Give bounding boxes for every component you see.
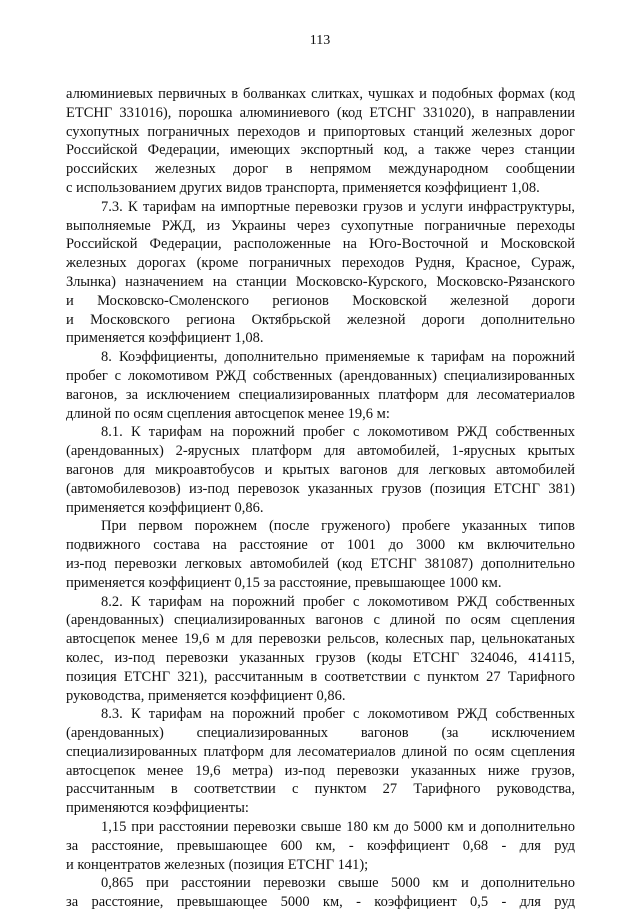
text-line: применяется коэффициент 0,86. <box>66 499 264 516</box>
text-line: пробег с локомотивом РЖД собственных (арендованных) специализированных <box>66 367 575 384</box>
text-line: 1,15 при расстоянии перевозки свыше 180 км до 5000 км и дополнительно <box>101 819 575 836</box>
text-line: за расстояние, превышающее 600 км, - коэффициент 0,68 - для руд <box>66 837 575 854</box>
text-line: 7.3. К тарифам на импортные перевозки грузов и услуги инфраструктуры, <box>101 198 575 215</box>
text-line: алюминиевых первичных в болванках слитках, чушках и подобных формах (код <box>66 86 575 102</box>
text-line: 8.2. К тарифам на порожний пробег с локомотивом РЖД собственных <box>101 593 575 610</box>
text-line: железных дорогах (кроме пограничных переходов Рудня, Красное, Сураж, <box>66 255 575 272</box>
text-line: вагонов, за исключением специализированных платформ для лесоматериалов <box>66 386 575 403</box>
text-line: руководства, применяется коэффициент 0,86. <box>66 687 346 704</box>
text-line: из-под перевозки легковых автомобилей (код ЕТСНГ 381087) дополнительно <box>66 555 575 572</box>
text-line: (автомобилевозов) из-под перевозок указанных грузов (позиция ЕТСНГ 381) <box>66 480 575 497</box>
text-line: 8.3. К тарифам на порожний пробег с локомотивом РЖД собственных <box>101 706 575 723</box>
text-line: сухопутных пограничных переходов и припортовых станций железных дорог <box>66 123 575 140</box>
text-line: автосцепок менее 19,6 метра) из-под перевозки указанных ниже грузов, <box>66 762 575 779</box>
text-line: с использованием других видов транспорта, применяется коэффициент 1,08. <box>66 179 540 196</box>
text-line: При первом порожнем (после груженого) пробеге указанных типов <box>101 518 575 535</box>
text-line: применяются коэффициенты: <box>66 800 249 817</box>
text-line: длиной по осям сцепления автосцепок менее 19,6 м: <box>66 405 390 422</box>
text-line: российских железных дорог в непрямом международном сообщении <box>66 161 575 178</box>
text-line: применяется коэффициент 0,15 за расстояние, превышающее 1000 км. <box>66 574 502 591</box>
text-line: позиция ЕТСНГ 321), рассчитанным в соответствии с пунктом 27 Тарифного <box>66 668 575 685</box>
page-number: 113 <box>309 33 331 48</box>
text-line: 0,865 при расстоянии перевозки свыше 5000 км и дополнительно <box>101 875 575 892</box>
text-line: специализированных платформ для лесоматериалов длиной по осям сцепления <box>66 743 575 760</box>
text-line: Злынка) назначением на станции Московско-Курского, Московско-Рязанского <box>66 273 575 290</box>
text-line: Российской Федерации, расположенные на Юго-Восточной и Московской <box>66 236 575 253</box>
text-line: (арендованных) специализированных вагонов с длиной по осям сцепления <box>66 612 575 629</box>
text-line: ЕТСНГ 331016), порошка алюминиевого (код ЕТСНГ 331020), в направлении <box>66 104 575 121</box>
text-line: применяется коэффициент 1,08. <box>66 330 264 347</box>
text-line: (арендованных) 2-ярусных платформ для автомобилей, 1-ярусных крытых <box>66 443 575 460</box>
text-line: колес, из-под перевозки указанных грузов (коды ЕТСНГ 324046, 414115, <box>66 649 575 666</box>
text-line: подвижного состава на расстояние от 1001 до 3000 км включительно <box>66 537 575 554</box>
text-line: (арендованных) специализированных вагонов (за исключением <box>66 725 575 742</box>
text-line: за расстояние, превышающее 5000 км, - коэффициент 0,5 - для руд <box>66 894 575 911</box>
text-line: и Московского региона Октябрьской железной дороги дополнительно <box>66 311 575 328</box>
text-line: 8.1. К тарифам на порожний пробег с локомотивом РЖД собственных <box>101 424 575 441</box>
text-line: вагонов для микроавтобусов и крытых вагонов для легковых автомобилей <box>66 461 575 478</box>
text-line: Российской Федерации, имеющих экспортный код, а также через станции <box>66 142 575 159</box>
text-line: выполняемые РЖД, из Украины через сухопутные пограничные переходы <box>66 217 575 234</box>
text-line: и концентратов железных (позиция ЕТСНГ 141); <box>66 856 369 873</box>
text-line: автосцепок менее 19,6 м для перевозки рельсов, колесных пар, цельнокатаных <box>66 631 575 648</box>
text-line: 8. Коэффициенты, дополнительно применяемые к тарифам на порожний <box>101 349 575 366</box>
document-body <box>66 85 575 912</box>
text-line: рассчитанным в соответствии с пунктом 27 Тарифного руководства, <box>66 781 575 798</box>
text-line: и Московско-Смоленского регионов Московской железной дороги <box>66 292 575 309</box>
